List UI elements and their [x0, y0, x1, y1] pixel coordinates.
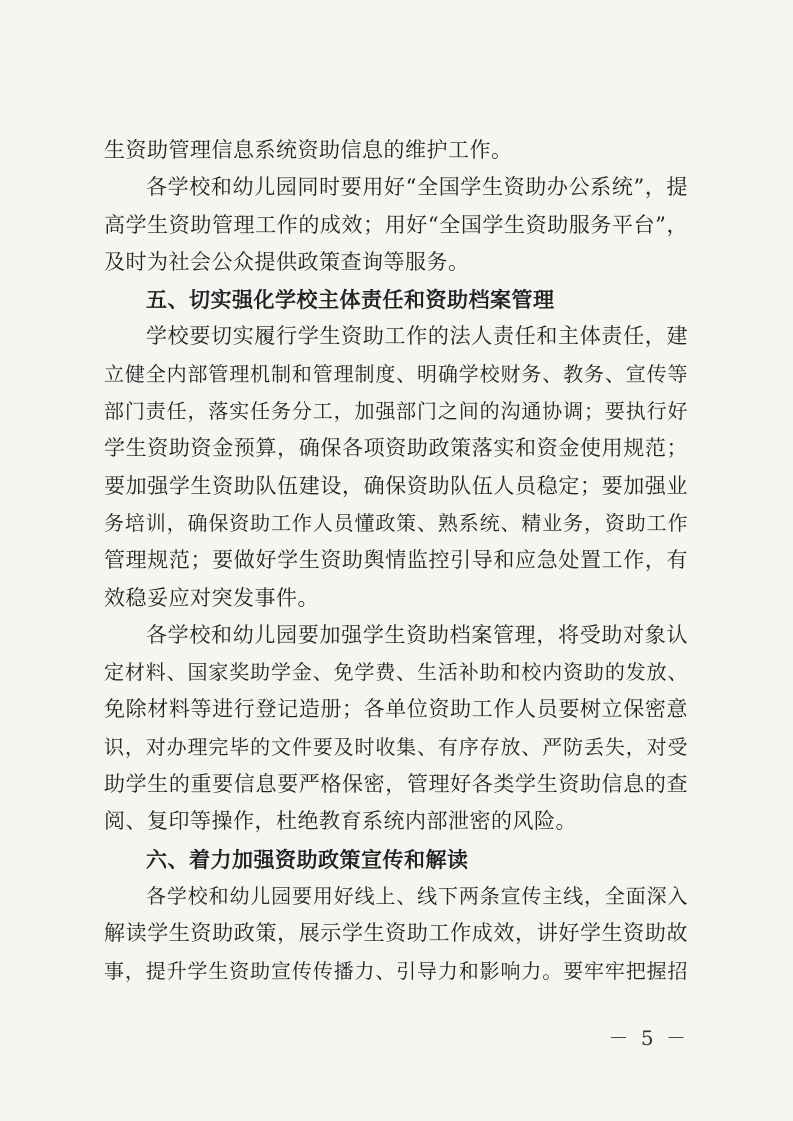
text-line: 各学校和幼儿园同时要用好“全国学生资助办公系统”，提 — [146, 175, 688, 200]
text-line: 务培训，确保资助工作人员懂政策、熟系统、精业务，资助工作 — [104, 510, 688, 535]
document-body — [104, 132, 688, 990]
text-line: 识，对办理完毕的文件要及时收集、有序存放、严防丢失，对受 — [104, 734, 688, 759]
section-heading: 五、切实强化学校主体责任和资助档案管理 — [146, 287, 555, 313]
text-line: 解读学生资助政策，展示学生资助工作成效，讲好学生资助故 — [104, 921, 688, 946]
text-line: 定材料、国家奖助学金、免学费、生活补助和校内资助的发放、 — [104, 660, 688, 685]
text-line: 事，提升学生资助宣传传播力、引导力和影响力。要牢牢把握招 — [104, 958, 688, 983]
text-line: 学生资助资金预算，确保各项资助政策落实和资金使用规范； — [104, 436, 688, 461]
page-number: － 5 － — [608, 1026, 689, 1050]
text-line: 效稳妥应对突发事件。 — [104, 585, 319, 610]
section-heading: 六、着力加强资助政策宣传和解读 — [146, 846, 469, 872]
text-line: 学校要切实履行学生资助工作的法人责任和主体责任，建 — [146, 324, 688, 349]
text-line: 助学生的重要信息要严格保密，管理好各类学生资助信息的查 — [104, 772, 688, 797]
text-line: 及时为社会公众提供政策查询等服务。 — [104, 249, 470, 274]
text-line: 要加强学生资助队伍建设，确保资助队伍人员稳定；要加强业 — [104, 473, 688, 498]
text-line: 各学校和幼儿园要用好线上、线下两条宣传主线，全面深入 — [146, 883, 688, 908]
text-line: 阅、复印等操作，杜绝教育系统内部泄密的风险。 — [104, 809, 577, 834]
text-line: 部门责任，落实任务分工，加强部门之间的沟通协调；要执行好 — [104, 399, 688, 424]
text-line: 管理规范；要做好学生资助舆情监控引导和应急处置工作，有 — [104, 548, 688, 573]
text-line: 生资助管理信息系统资助信息的维护工作。 — [104, 138, 513, 162]
text-line: 各学校和幼儿园要加强学生资助档案管理，将受助对象认 — [146, 622, 688, 647]
text-line: 高学生资助管理工作的成效；用好“全国学生资助服务平台”， — [104, 212, 688, 237]
text-line: 立健全内部管理机制和管理制度、明确学校财务、教务、宣传等 — [104, 361, 688, 386]
text-line: 免除材料等进行登记造册；各单位资助工作人员要树立保密意 — [104, 697, 688, 722]
